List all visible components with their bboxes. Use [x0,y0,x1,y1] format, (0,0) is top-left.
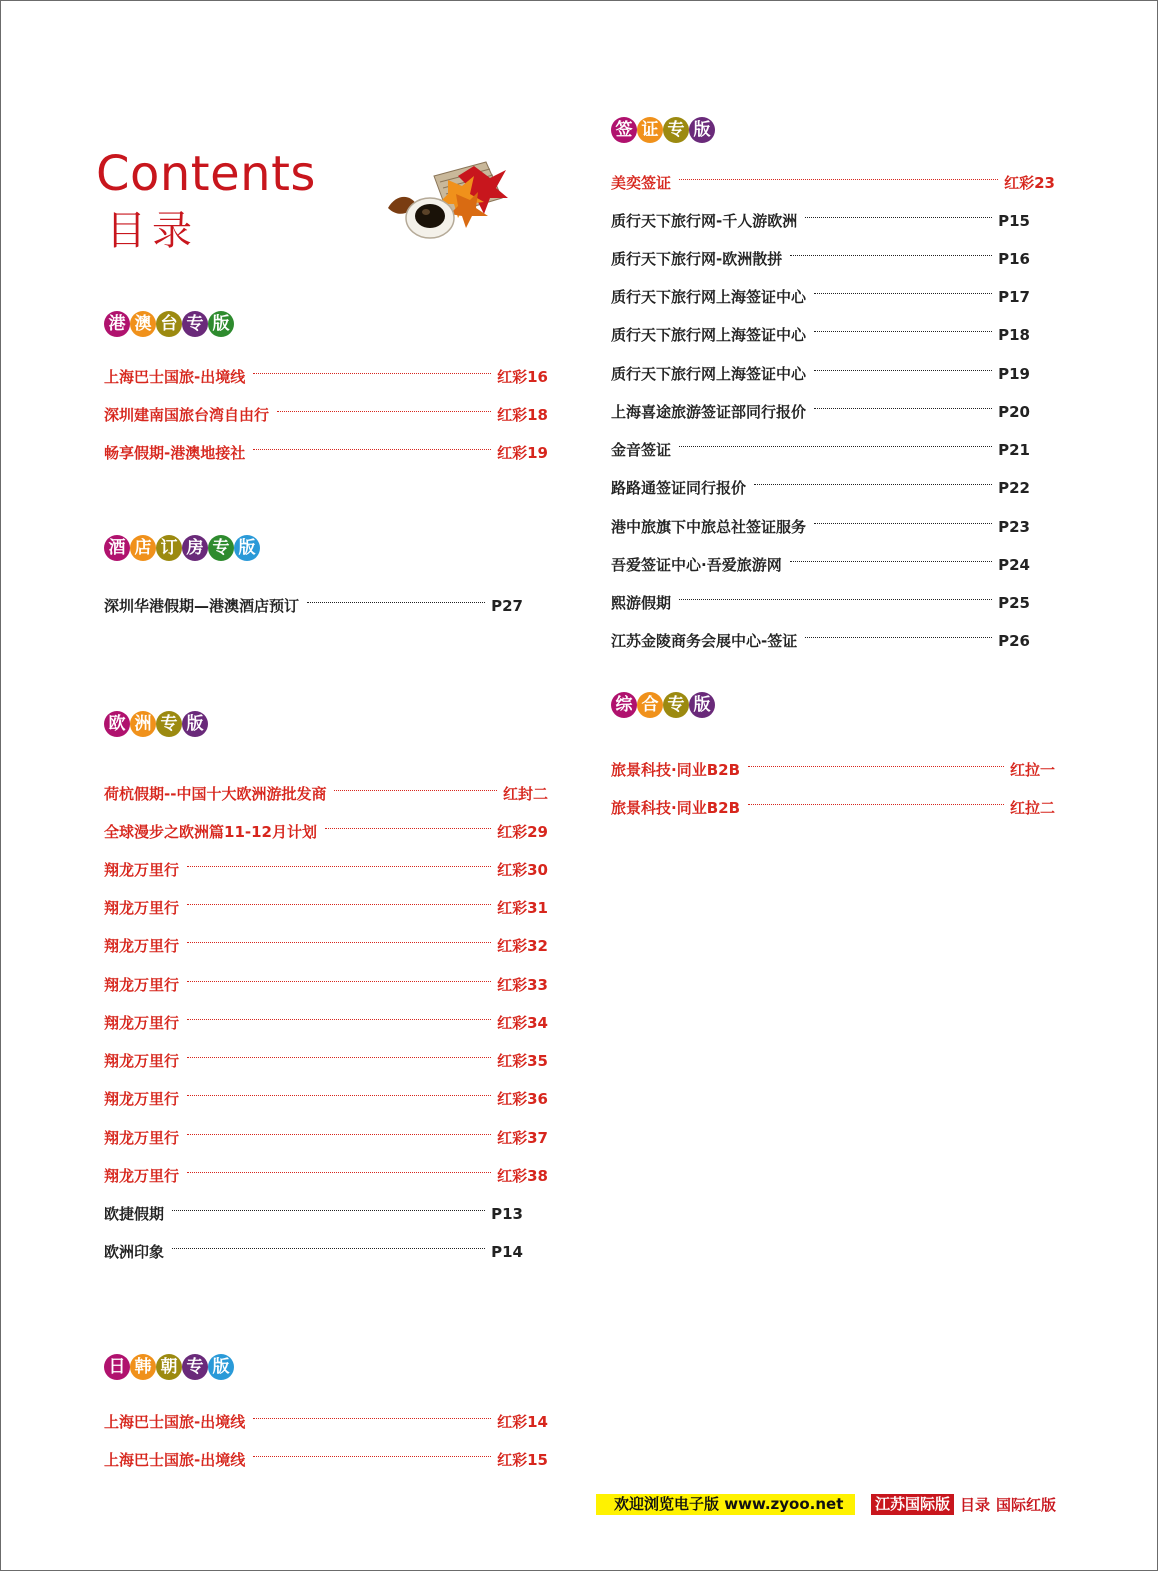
dot-leader [790,561,992,562]
toc-page: P22 [998,479,1030,497]
dot-leader [187,981,491,982]
section-char: 日 [104,1354,130,1380]
dot-leader [814,523,992,524]
toc-page: 红彩35 [497,1052,548,1070]
section-char: 专 [182,1354,208,1380]
dot-leader [814,293,992,294]
section-char: 合 [637,692,663,718]
toc-entry[interactable] [611,324,1030,346]
section-char: 综 [611,692,637,718]
toc-entry[interactable] [104,442,548,464]
toc-label: 翔龙万里行 [104,1167,180,1185]
toc-label: 荷杭假期--中国十大欧洲游批发商 [104,785,327,803]
toc-page: P23 [998,518,1030,536]
toc-page: 红彩32 [497,937,548,955]
toc-label: 深圳华港假期—港澳酒店预订 [104,597,300,615]
toc-page: P14 [491,1243,523,1261]
dot-leader [253,449,491,450]
toc-label: 金音签证 [611,441,672,459]
dot-leader [187,1019,491,1020]
section-char: 港 [104,311,130,337]
dot-leader [253,1418,491,1419]
section-header-hmt [104,311,234,337]
footer-edition: 江苏国际版 [871,1494,954,1515]
toc-entry[interactable] [611,363,1030,385]
toc-label: 上海喜途旅游签证部同行报价 [611,403,807,421]
toc-entry[interactable] [611,630,1030,652]
toc-page: P25 [998,594,1030,612]
toc-entry[interactable] [611,516,1030,538]
section-char: 订 [156,535,182,561]
toc-page: 红彩33 [497,976,548,994]
toc-label: 翔龙万里行 [104,1129,180,1147]
toc-label: 翔龙万里行 [104,861,180,879]
toc-entry[interactable] [611,172,1055,194]
dot-leader [679,446,992,447]
toc-entry[interactable] [611,439,1030,461]
toc-label: 翔龙万里行 [104,899,180,917]
toc-label: 质行天下旅行网上海签证中心 [611,365,807,383]
section-header-europe [104,711,208,737]
section-char: 房 [182,535,208,561]
toc-label: 翔龙万里行 [104,1014,180,1032]
toc-entry[interactable] [611,477,1030,499]
section-char: 版 [208,1354,234,1380]
toc-page: P24 [998,556,1030,574]
toc-page: P17 [998,288,1030,306]
toc-entry[interactable] [104,1449,548,1471]
toc-entry[interactable] [104,1012,548,1034]
section-char: 版 [208,311,234,337]
dot-leader [187,942,491,943]
toc-label: 上海巴士国旅-出境线 [104,368,246,386]
coffee-leaves-illustration [386,154,512,244]
dot-leader [814,331,992,332]
dot-leader [805,217,992,218]
footer-promo[interactable]: 欢迎浏览电子版 www.zyoo.net [596,1494,855,1515]
toc-page: P26 [998,632,1030,650]
toc-page: 红彩23 [1004,174,1055,192]
dot-leader [187,904,491,905]
toc-page: 红彩19 [497,444,548,462]
section-char: 专 [663,692,689,718]
toc-entry[interactable] [104,821,548,843]
toc-label: 深圳建南国旅台湾自由行 [104,406,270,424]
toc-label: 翔龙万里行 [104,1090,180,1108]
toc-entry[interactable] [611,210,1030,232]
toc-label: 吾爱签证中心·吾爱旅游网 [611,556,782,574]
toc-page: P18 [998,326,1030,344]
toc-entry[interactable] [104,935,548,957]
dot-leader [253,1456,491,1457]
section-header-visa [611,117,715,143]
toc-label: 质行天下旅行网-千人游欧洲 [611,212,798,230]
toc-label: 翔龙万里行 [104,937,180,955]
section-char: 台 [156,311,182,337]
toc-entry[interactable] [611,797,1055,819]
toc-page: 红彩29 [497,823,548,841]
toc-page: P20 [998,403,1030,421]
toc-entry[interactable] [104,783,548,805]
toc-entry[interactable] [104,897,548,919]
dot-leader [325,828,491,829]
dot-leader [748,804,1004,805]
section-char: 店 [130,535,156,561]
dot-leader [814,408,992,409]
dot-leader [307,602,485,603]
coffee-cup-icon [406,198,454,238]
section-char: 朝 [156,1354,182,1380]
toc-label: 欧洲印象 [104,1243,165,1261]
toc-entry[interactable] [104,1203,523,1225]
toc-page: 红拉一 [1009,761,1055,779]
dot-leader [172,1248,485,1249]
dot-leader [334,790,497,791]
toc-entry[interactable] [611,592,1030,614]
section-char: 签 [611,117,637,143]
section-char: 版 [689,117,715,143]
toc-page: P19 [998,365,1030,383]
toc-entry[interactable] [104,404,548,426]
dot-leader [277,411,491,412]
dot-leader [172,1210,485,1211]
toc-page: 红拉二 [1009,799,1055,817]
dot-leader [187,1172,491,1173]
section-char: 酒 [104,535,130,561]
toc-page: P13 [491,1205,523,1223]
toc-label: 港中旅旗下中旅总社签证服务 [611,518,807,536]
dot-leader [805,637,992,638]
toc-entry[interactable] [104,366,548,388]
contents-title: Contents [96,146,316,202]
toc-label: 质行天下旅行网上海签证中心 [611,288,807,306]
toc-page: P16 [998,250,1030,268]
footer-magazine: 国际红版 [996,1496,1057,1514]
section-char: 专 [182,311,208,337]
toc-page: 红彩34 [497,1014,548,1032]
section-char: 韩 [130,1354,156,1380]
toc-label: 旅景科技·同业B2B [611,761,741,779]
section-char: 澳 [130,311,156,337]
toc-entry[interactable] [104,1241,523,1263]
toc-page: 红彩15 [497,1451,548,1469]
toc-label: 上海巴士国旅-出境线 [104,1451,246,1469]
toc-label: 美奕签证 [611,174,672,192]
toc-label: 全球漫步之欧洲篇11-12月计划 [104,823,317,841]
section-char: 版 [689,692,715,718]
section-char: 专 [663,117,689,143]
toc-label: 路路通签证同行报价 [611,479,747,497]
toc-entry[interactable] [104,595,523,617]
toc-label: 熙游假期 [611,594,672,612]
section-char: 证 [637,117,663,143]
dot-leader [253,373,491,374]
toc-page: 红彩18 [497,406,548,424]
section-header-jkc [104,1354,234,1380]
toc-entry[interactable] [104,1088,548,1110]
toc-entry[interactable] [104,1127,548,1149]
toc-label: 上海巴士国旅-出境线 [104,1413,246,1431]
section-char: 专 [208,535,234,561]
section-header-general [611,692,715,718]
dot-leader [187,1095,491,1096]
toc-page: 红彩31 [497,899,548,917]
toc-label: 翔龙万里行 [104,976,180,994]
dot-leader [754,484,992,485]
toc-label: 质行天下旅行网-欧洲散拼 [611,250,783,268]
dot-leader [187,866,491,867]
dot-leader [679,179,998,180]
toc-entry[interactable] [104,974,548,996]
toc-page: P27 [491,597,523,615]
toc-entry[interactable] [611,759,1055,781]
toc-page: 红封二 [502,785,548,803]
toc-page: P15 [998,212,1030,230]
toc-label: 江苏金陵商务会展中心-签证 [611,632,798,650]
footer-section: 目录 [960,1496,991,1514]
section-char: 欧 [104,711,130,737]
dot-leader [814,370,992,371]
toc-label: 畅享假期-港澳地接社 [104,444,246,462]
toc-page: 红彩16 [497,368,548,386]
section-char: 版 [182,711,208,737]
dot-leader [790,255,992,256]
footer-bar [596,1494,1056,1515]
toc-entry[interactable] [611,286,1030,308]
dot-leader [187,1134,491,1135]
section-char: 洲 [130,711,156,737]
toc-entry[interactable] [611,248,1030,270]
contents-title-cn: 目录 [106,208,198,254]
toc-label: 翔龙万里行 [104,1052,180,1070]
dot-leader [748,766,1004,767]
toc-label: 质行天下旅行网上海签证中心 [611,326,807,344]
dot-leader [679,599,992,600]
toc-label: 欧捷假期 [104,1205,165,1223]
section-header-hotel [104,535,260,561]
toc-entry[interactable] [611,554,1030,576]
toc-entry[interactable] [104,1165,548,1187]
toc-label: 旅景科技·同业B2B [611,799,741,817]
toc-page: 红彩14 [497,1413,548,1431]
toc-page: 红彩36 [497,1090,548,1108]
dot-leader [187,1057,491,1058]
toc-page: 红彩38 [497,1167,548,1185]
toc-entry[interactable] [611,401,1030,423]
toc-entry[interactable] [104,1050,548,1072]
toc-page: 红彩30 [497,861,548,879]
section-char: 专 [156,711,182,737]
section-char: 版 [234,535,260,561]
toc-page: P21 [998,441,1030,459]
toc-entry[interactable] [104,1411,548,1433]
toc-entry[interactable] [104,859,548,881]
toc-page: 红彩37 [497,1129,548,1147]
